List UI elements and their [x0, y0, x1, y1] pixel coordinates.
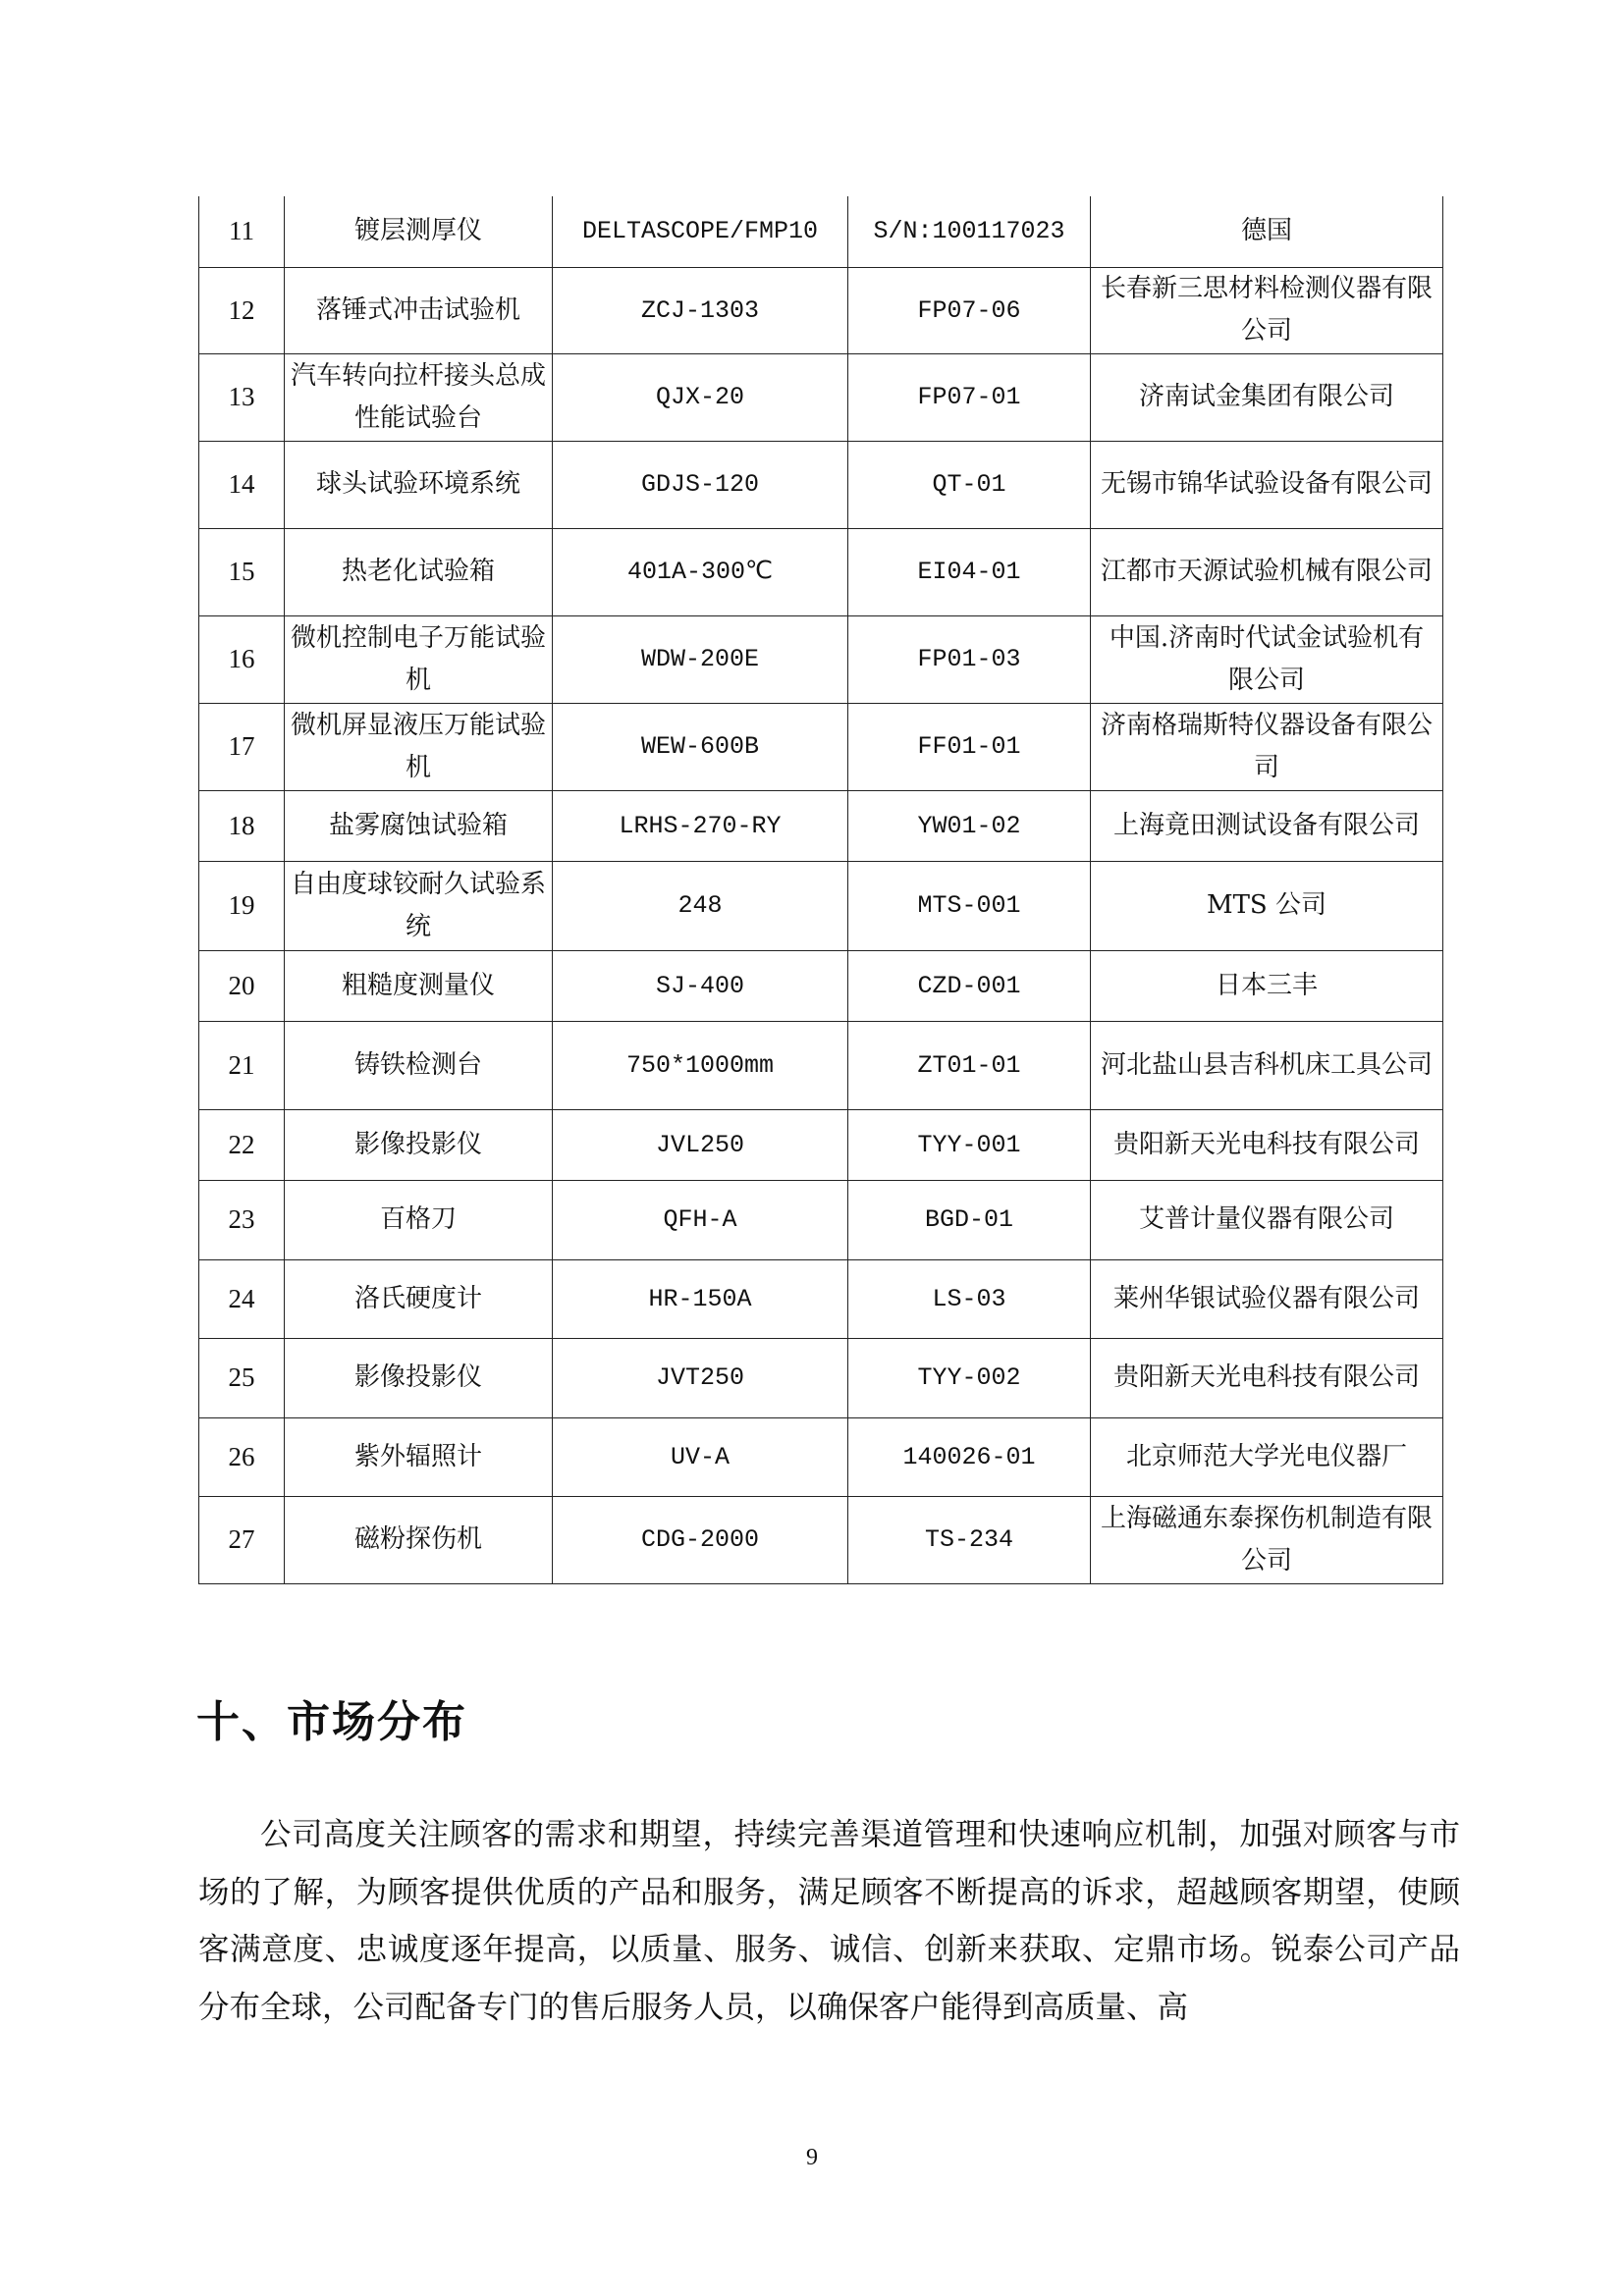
cell-number: 25	[199, 1338, 285, 1417]
equipment-table	[198, 196, 1443, 1584]
cell-serial-code: S/N:100117023	[848, 196, 1091, 267]
equipment-table-body	[199, 196, 1443, 1583]
cell-number: 22	[199, 1109, 285, 1180]
cell-number: 11	[199, 196, 285, 267]
cell-model: SJ-400	[553, 950, 848, 1021]
table-row	[199, 790, 1443, 861]
table-row	[199, 1180, 1443, 1259]
page-number: 9	[806, 2145, 818, 2170]
cell-model: JVL250	[553, 1109, 848, 1180]
cell-serial-code: LS-03	[848, 1259, 1091, 1338]
cell-serial-code: TYY-001	[848, 1109, 1091, 1180]
cell-serial-code: TYY-002	[848, 1338, 1091, 1417]
cell-number: 27	[199, 1496, 285, 1583]
cell-number: 23	[199, 1180, 285, 1259]
cell-number: 17	[199, 703, 285, 790]
cell-equipment-name: 镀层测厚仪	[285, 196, 553, 267]
section-paragraph: 公司高度关注顾客的需求和期望，持续完善渠道管理和快速响应机制，加强对顾客与市场的了解，为顾客提供优质的产品和服务，满足顾客不断提高的诉求，超越顾客期望，使顾客满意度、忠诚度逐年提高，以质量、服务、诚信、创新来获取、定鼎市场。锐泰公司产品分布全球，公司配备专门的售后服务人员，以确保客户能得到高质量、高	[198, 1817, 1460, 2025]
section-heading: 十、市场分布	[196, 1697, 467, 1747]
cell-equipment-name: 粗糙度测量仪	[285, 950, 553, 1021]
table-row	[199, 353, 1443, 441]
cell-manufacturer: 北京师范大学光电仪器厂	[1091, 1417, 1443, 1496]
cell-manufacturer: 贵阳新天光电科技有限公司	[1091, 1338, 1443, 1417]
cell-equipment-name: 铸铁检测台	[285, 1021, 553, 1109]
cell-manufacturer: 河北盐山县吉科机床工具公司	[1091, 1021, 1443, 1109]
cell-equipment-name: 磁粉探伤机	[285, 1496, 553, 1583]
cell-model: LRHS-270-RY	[553, 790, 848, 861]
cell-manufacturer: 无锡市锦华试验设备有限公司	[1091, 441, 1443, 528]
cell-model: GDJS-120	[553, 441, 848, 528]
cell-manufacturer: 上海竟田测试设备有限公司	[1091, 790, 1443, 861]
cell-model: QFH-A	[553, 1180, 848, 1259]
cell-model: CDG-2000	[553, 1496, 848, 1583]
cell-serial-code: QT-01	[848, 441, 1091, 528]
cell-model: 401A-300℃	[553, 528, 848, 615]
cell-number: 19	[199, 861, 285, 950]
cell-equipment-name: 微机屏显液压万能试验机	[285, 703, 553, 790]
cell-manufacturer: 济南试金集团有限公司	[1091, 353, 1443, 441]
table-row	[199, 950, 1443, 1021]
cell-model: WEW-600B	[553, 703, 848, 790]
table-row	[199, 528, 1443, 615]
cell-serial-code: 140026-01	[848, 1417, 1091, 1496]
table-row	[199, 615, 1443, 703]
cell-number: 13	[199, 353, 285, 441]
table-row	[199, 861, 1443, 950]
cell-equipment-name: 自由度球铰耐久试验系统	[285, 861, 553, 950]
cell-equipment-name: 洛氏硬度计	[285, 1259, 553, 1338]
cell-serial-code: TS-234	[848, 1496, 1091, 1583]
cell-manufacturer: 济南格瑞斯特仪器设备有限公司	[1091, 703, 1443, 790]
cell-equipment-name: 热老化试验箱	[285, 528, 553, 615]
table-row	[199, 441, 1443, 528]
cell-equipment-name: 汽车转向拉杆接头总成性能试验台	[285, 353, 553, 441]
table-row	[199, 1338, 1443, 1417]
cell-model: HR-150A	[553, 1259, 848, 1338]
cell-manufacturer: MTS 公司	[1091, 861, 1443, 950]
cell-equipment-name: 球头试验环境系统	[285, 441, 553, 528]
cell-equipment-name: 百格刀	[285, 1180, 553, 1259]
cell-model: UV-A	[553, 1417, 848, 1496]
cell-number: 24	[199, 1259, 285, 1338]
cell-serial-code: FP07-01	[848, 353, 1091, 441]
cell-model: WDW-200E	[553, 615, 848, 703]
cell-number: 26	[199, 1417, 285, 1496]
cell-equipment-name: 盐雾腐蚀试验箱	[285, 790, 553, 861]
cell-manufacturer: 德国	[1091, 196, 1443, 267]
cell-equipment-name: 影像投影仪	[285, 1109, 553, 1180]
cell-serial-code: EI04-01	[848, 528, 1091, 615]
cell-equipment-name: 微机控制电子万能试验机	[285, 615, 553, 703]
table-row	[199, 196, 1443, 267]
cell-number: 14	[199, 441, 285, 528]
cell-model: 750*1000mm	[553, 1021, 848, 1109]
cell-serial-code: FP07-06	[848, 267, 1091, 353]
cell-manufacturer: 上海磁通东泰探伤机制造有限公司	[1091, 1496, 1443, 1583]
cell-model: ZCJ-1303	[553, 267, 848, 353]
cell-number: 16	[199, 615, 285, 703]
table-row	[199, 1259, 1443, 1338]
table-row	[199, 1417, 1443, 1496]
cell-serial-code: ZT01-01	[848, 1021, 1091, 1109]
cell-model: DELTASCOPE/FMP10	[553, 196, 848, 267]
table-row	[199, 1496, 1443, 1583]
cell-number: 21	[199, 1021, 285, 1109]
cell-serial-code: CZD-001	[848, 950, 1091, 1021]
cell-manufacturer: 贵阳新天光电科技有限公司	[1091, 1109, 1443, 1180]
cell-serial-code: YW01-02	[848, 790, 1091, 861]
cell-equipment-name: 影像投影仪	[285, 1338, 553, 1417]
cell-number: 20	[199, 950, 285, 1021]
cell-number: 18	[199, 790, 285, 861]
cell-serial-code: FF01-01	[848, 703, 1091, 790]
table-row	[199, 1109, 1443, 1180]
cell-model: 248	[553, 861, 848, 950]
cell-serial-code: BGD-01	[848, 1180, 1091, 1259]
cell-number: 15	[199, 528, 285, 615]
cell-manufacturer: 艾普计量仪器有限公司	[1091, 1180, 1443, 1259]
cell-manufacturer: 莱州华银试验仪器有限公司	[1091, 1259, 1443, 1338]
table-row	[199, 1021, 1443, 1109]
cell-manufacturer: 中国.济南时代试金试验机有限公司	[1091, 615, 1443, 703]
table-row	[199, 267, 1443, 353]
cell-manufacturer: 江都市天源试验机械有限公司	[1091, 528, 1443, 615]
cell-model: QJX-20	[553, 353, 848, 441]
cell-serial-code: FP01-03	[848, 615, 1091, 703]
cell-equipment-name: 紫外辐照计	[285, 1417, 553, 1496]
cell-equipment-name: 落锤式冲击试验机	[285, 267, 553, 353]
cell-serial-code: MTS-001	[848, 861, 1091, 950]
table-row	[199, 703, 1443, 790]
cell-manufacturer: 日本三丰	[1091, 950, 1443, 1021]
cell-model: JVT250	[553, 1338, 848, 1417]
cell-number: 12	[199, 267, 285, 353]
cell-manufacturer: 长春新三思材料检测仪器有限公司	[1091, 267, 1443, 353]
